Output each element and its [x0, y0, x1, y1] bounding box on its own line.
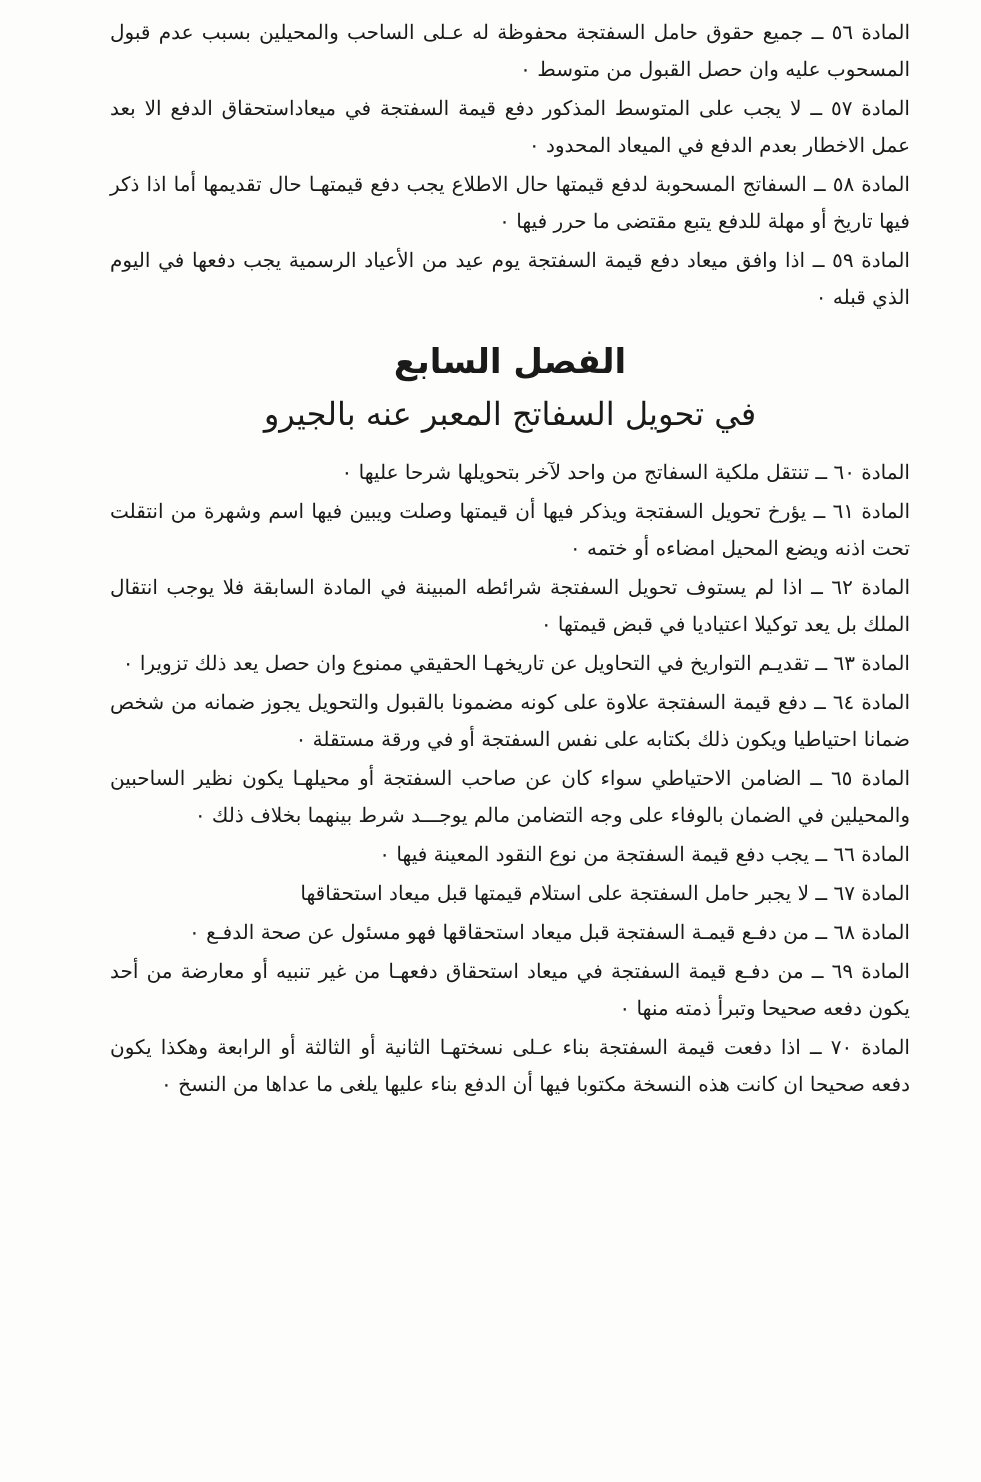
article-64 [110, 684, 910, 758]
article-number: المادة ٦٧ ــ [815, 881, 910, 905]
article-57 [110, 90, 910, 164]
article-number: المادة ٦٨ ــ [815, 920, 910, 944]
article-text: لا يجب على المتوسط المذكور دفع قيمة السفتجة في ميعاداستحقاق الدفع الا بعد عمل الاخطار بعدم الدفع في الميعاد المحدود ٠ [110, 96, 910, 157]
article-number: المادة ٦٤ ــ [814, 690, 911, 714]
article-text: يجب دفع قيمة السفتجة من نوع النقود المعينة فيها ٠ [379, 842, 810, 866]
article-number: المادة ٦٩ ــ [811, 959, 910, 983]
article-62 [110, 569, 910, 643]
article-text: تقديـم التواريخ في التحاويل عن تاريخهـا الحقيقي ممنوع وان حصل يعد ذلك تزويرا ٠ [122, 651, 810, 675]
article-67 [110, 875, 910, 912]
chapter-title: الفصل السابع [393, 342, 627, 382]
articles-section-top [110, 14, 910, 316]
article-59 [110, 242, 910, 316]
article-number: المادة ٦٥ ــ [810, 766, 911, 790]
article-number: المادة ٥٧ ــ [810, 96, 910, 120]
article-60 [110, 454, 910, 491]
article-56 [110, 14, 910, 88]
article-number: المادة ٦٠ ــ [815, 460, 910, 484]
article-number: المادة ٥٨ ــ [813, 172, 910, 196]
chapter-subtitle: في تحويل السفاتج المعبر عنه بالجيرو [263, 395, 757, 433]
article-61 [110, 493, 910, 567]
article-58 [110, 166, 910, 240]
article-text: من دفـع قيمـة السفتجة قبل ميعاد استحقاقها فهو مسئول عن صحة الدفـع ٠ [189, 920, 810, 944]
article-text: الضامن الاحتياطي سواء كان عن صاحب السفتجة أو محيلهـا يكون نظير الساحبين والمحيلين في الضمان بالوفاء على وجه التضامن مالم يوجـــد شرط بينهما بخلاف ذلك ٠ [110, 766, 910, 827]
article-text: اذا دفعت قيمة السفتجة بناء عـلى نسختهـا الثانية أو الثالثة أو الرابعة وهكذا يكون دفعه صحيحا ان كانت هذه النسخة مكتوبا فيها أن الدفع بناء عليها يلغى ما عداها من النسخ ٠ [110, 1035, 910, 1096]
article-number: المادة ٦٣ ــ [815, 651, 910, 675]
article-69 [110, 953, 910, 1027]
article-66 [110, 836, 910, 873]
article-68 [110, 914, 910, 951]
article-text: السفاتج المسحوبة لدفع قيمتها حال الاطلاع يجب دفع قيمتهـا حال تقديمها أما اذا ذكر فيها تاريخ أو مهلة للدفع يتبع مقتضى ما حرر فيها ٠ [110, 172, 910, 233]
article-text: تنتقل ملكية السفاتج من واحد لآخر بتحويلها شرحا عليها ٠ [341, 460, 810, 484]
article-70 [110, 1029, 910, 1103]
article-63 [110, 645, 910, 682]
article-number: المادة ٦١ ــ [813, 499, 911, 523]
document-body [110, 14, 910, 1105]
article-number: المادة ٥٦ ــ [811, 20, 911, 44]
article-text: جميع حقوق حامل السفتجة محفوظة له عـلى الساحب والمحيلين بسبب عدم قبول المسحوب عليه وان حصل القبول من متوسط ٠ [110, 20, 910, 81]
articles-section-bottom [110, 454, 910, 1103]
article-text: اذا لم يستوف تحويل السفتجة شرائطه المبينة في المادة السابقة فلا يوجب انتقال الملك بل يعد توكيلا اعتياديا في قبض قيمتها ٠ [110, 575, 910, 636]
article-number: المادة ٦٢ ــ [811, 575, 911, 599]
article-65 [110, 760, 910, 834]
article-number: المادة ٥٩ ــ [812, 248, 910, 272]
article-text: يؤرخ تحويل السفتجة ويذكر فيها أن قيمتها وصلت ويبين فيها اسم وشهرة من انتقلت تحت اذنه ويضع المحيل امضاءه أو ختمه ٠ [110, 499, 910, 560]
article-text: لا يجبر حامل السفتجة على استلام قيمتها قبل ميعاد استحقاقها [300, 881, 810, 905]
article-text: من دفـع قيمة السفتجة في ميعاد استحقاق دفعهـا من غير تنبيه أو معارضة من أحد يكون دفعه صحيحا وتبرأ ذمته منها ٠ [110, 959, 910, 1020]
article-text: اذا وافق ميعاد دفع قيمة السفتجة يوم عيد من الأعياد الرسمية يجب دفعها في اليوم الذي قبله ٠ [110, 248, 910, 309]
article-text: دفع قيمة السفتجة علاوة على كونه مضمونا بالقبول والتحويل يجوز ضمانه من شخص ضمانا احتياطيا ويكون ذلك بكتابه على نفس السفتجة أو في ورقة مستقلة ٠ [110, 690, 910, 751]
article-number: المادة ٧٠ ــ [809, 1035, 910, 1059]
article-number: المادة ٦٦ ــ [815, 842, 910, 866]
